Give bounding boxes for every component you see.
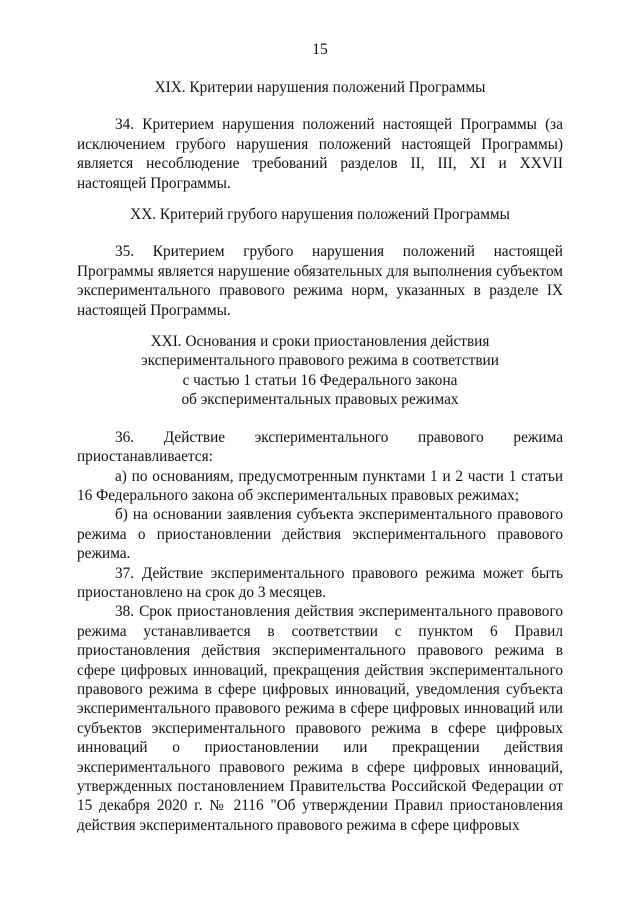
paragraph-37: 37. Действие экспериментального правового режима может быть приостановлено на срок до 3 месяцев. bbox=[77, 564, 563, 601]
section-heading-20: XX. Критерий грубого нарушения положений Программы bbox=[130, 206, 510, 224]
paragraph-34: 34. Критерием нарушения положений настоящей Программы (за исключением грубого нарушения положений настоящей Программы) является несоблюдение требований разделов II, III, XI и XXVII настоящей Программы. bbox=[77, 116, 563, 192]
spacer bbox=[77, 224, 563, 242]
section-heading-21-line-1: XXI. Основания и сроки приостановления действия bbox=[150, 333, 490, 351]
spacer bbox=[77, 410, 563, 428]
spacer bbox=[77, 320, 563, 332]
section-heading-21 bbox=[77, 332, 563, 410]
document-body bbox=[77, 78, 563, 835]
section-heading-21-line-4: об экспериментальных правовых режимах bbox=[181, 391, 459, 409]
spacer bbox=[77, 193, 563, 205]
section-heading-21-line-3: с частью 1 статьи 16 Федерального закона bbox=[182, 371, 458, 389]
section-heading-19: XIX. Критерии нарушения положений Программы bbox=[154, 79, 486, 96]
paragraph-36-b: б) на основании заявления субъекта экспериментального правового режима о приостановлении действия экспериментального правового режима. bbox=[77, 506, 563, 563]
page-number: 15 bbox=[312, 41, 328, 58]
paragraph-36: 36. Действие экспериментального правового режима приостанавливается: bbox=[77, 428, 563, 466]
spacer bbox=[77, 97, 563, 115]
paragraph-35: 35. Критерием грубого нарушения положений настоящей Программы является нарушение обязательных для выполнения субъектом экспериментального правового режима норм, указанных в разделе IX настоящей Программы. bbox=[77, 243, 563, 319]
paragraph-38: 38. Срок приостановления действия экспериментального правового режима устанавливается в соответствии с пунктом 6 Правил приостановления действия экспериментального правового режима в сфере цифровых инноваций, прекращения действия экспериментального правового режима в сфере цифровых инноваций, уведомления субъекта экспериментального правового режима в сфере цифровых инноваций или субъектов экспериментального правового режима в сфере цифровых инноваций о приостановлении или прекращении действия экспериментального правового режима в сфере цифровых инноваций, утвержденных постановлением Правительства Российской Федерации от 15 декабря 2020 г. № 2116 "Об утверждении Правил приостановления действия экспериментального правового режима в сфере цифровых bbox=[77, 603, 563, 834]
section-heading-21-line-2: экспериментального правового режима в соответствии bbox=[141, 352, 499, 370]
paragraph-36-a: а) по основаниям, предусмотренным пунктами 1 и 2 части 1 статьи 16 Федерального закона об экспериментальных правовых режимах; bbox=[77, 467, 563, 504]
